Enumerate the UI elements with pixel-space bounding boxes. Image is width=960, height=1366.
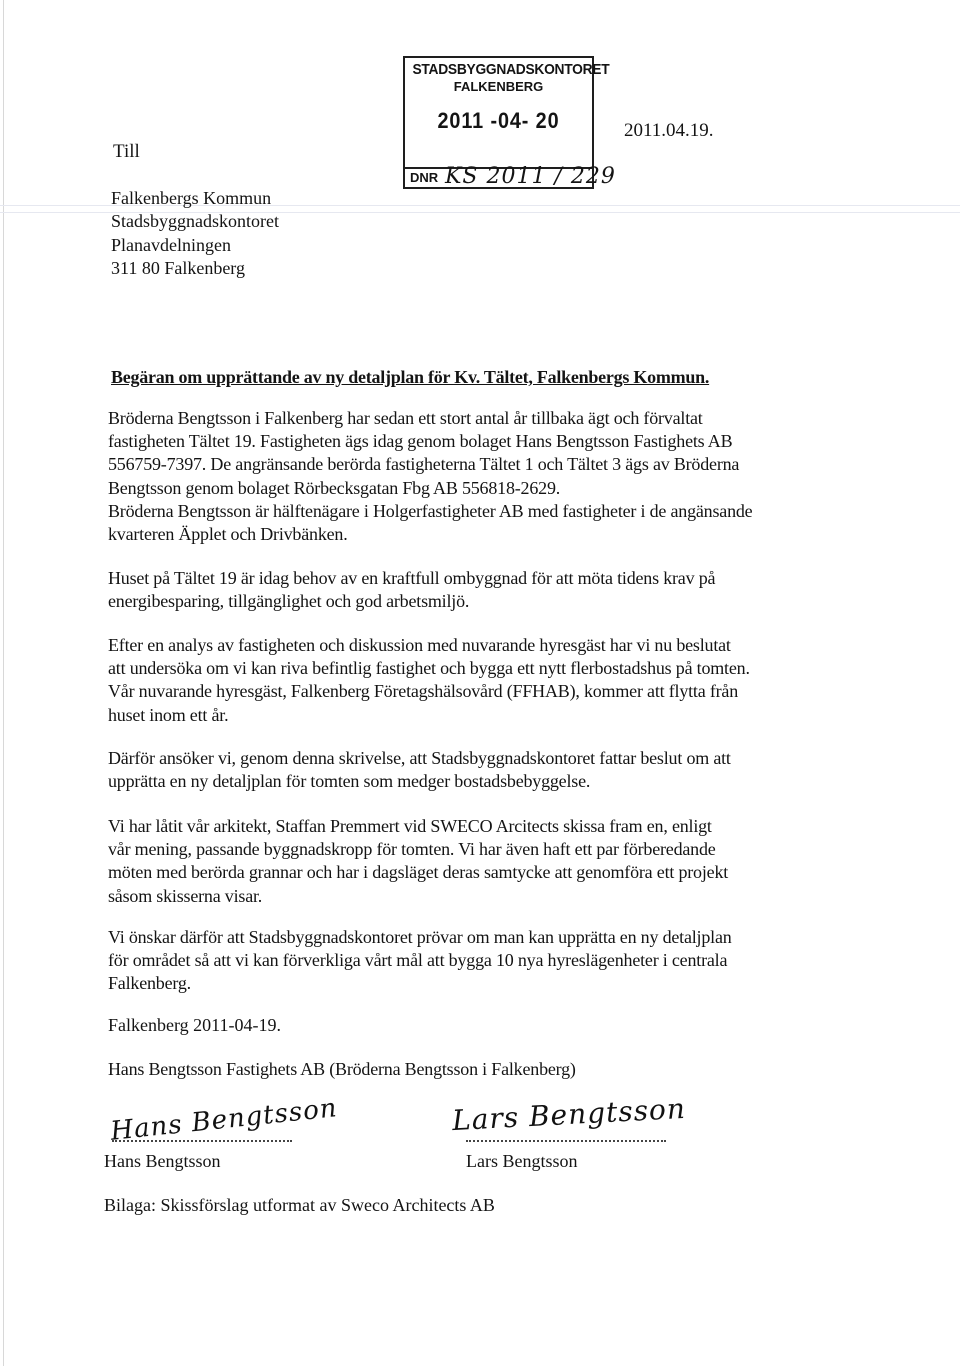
letter-date: 2011.04.19. bbox=[624, 120, 714, 141]
address-line: 311 80 Falkenberg bbox=[111, 257, 245, 278]
text-line: vår mening, passande byggnadskropp för tomten. Vi har även haft ett par förberedande bbox=[108, 839, 716, 860]
text-line: kvarteren Äpplet och Drivbänken. bbox=[108, 524, 348, 545]
received-stamp bbox=[403, 56, 616, 189]
recipient-label: Till bbox=[113, 141, 140, 162]
signature-dotted-line bbox=[466, 1140, 666, 1142]
paragraph bbox=[108, 747, 823, 793]
stamp-date: 2011 -04- 20 bbox=[437, 108, 560, 133]
text-line: fastigheten Tältet 19. Fastigheten ägs idag genom bolaget Hans Bengtsson Fastighets AB bbox=[108, 431, 733, 452]
address-line: Planavdelningen bbox=[111, 234, 231, 255]
text-line: för området så att vi kan förverkliga vårt mål att bygga 10 nya hyreslägenheter i centrala bbox=[108, 950, 728, 971]
subject-heading: Begäran om upprättande av ny detaljplan för Kv. Tältet, Falkenbergs Kommun. bbox=[111, 367, 710, 387]
paragraph bbox=[108, 407, 823, 546]
text-line: energibesparing, tillgänglighet och god arbetsmiljö. bbox=[108, 591, 470, 612]
stamp-city: FALKENBERG bbox=[453, 79, 544, 94]
attachment-note: Bilaga: Skissförslag utformat av Sweco Architects AB bbox=[104, 1195, 495, 1215]
stamp-org: STADSBYGGNADSKONTORET bbox=[412, 61, 610, 78]
address-line: Stadsbyggnadskontoret bbox=[111, 211, 279, 232]
text-line: upprätta en ny detaljplan för tomten som medger bostadsbebyggelse. bbox=[108, 771, 591, 792]
signer-name: Hans Bengtsson bbox=[104, 1151, 221, 1171]
text-line: Bröderna Bengtsson är hälftenägare i Holgerfastigheter AB med fastigheter i de angänsande bbox=[108, 500, 753, 521]
signature-dotted-line bbox=[112, 1140, 292, 1142]
text-line: 556759-7397. De angränsande berörda fastigheterna Tältet 1 och Tältet 3 ägs av Bröderna bbox=[108, 454, 740, 475]
text-line: Falkenberg. bbox=[108, 973, 191, 994]
text-line: Huset på Tältet 19 är idag behov av en kraftfull ombyggnad för att möta tidens krav på bbox=[108, 568, 716, 588]
recipient-address bbox=[111, 187, 279, 280]
signature-lars: Lars Bengtsson bbox=[451, 1091, 687, 1138]
text-line: möten med berörda grannar och har i dagsläget deras samtycke att genomföra ett projekt bbox=[108, 862, 729, 883]
text-line: Vi önskar därför att Stadsbyggnadskontoret prövar om man kan upprätta en ny detaljplan bbox=[108, 927, 732, 947]
text-line: Bröderna Bengtsson i Falkenberg har sedan ett stort antal år tillbaka ägt och förvaltat bbox=[108, 408, 703, 428]
text-line: Bengtsson genom bolaget Rörbecksgatan Fbg AB 556818-2629. bbox=[108, 477, 561, 498]
stamp-dnr-label: DNR bbox=[410, 170, 439, 185]
text-line: huset inom ett år. bbox=[108, 704, 229, 725]
address-line: Falkenbergs Kommun bbox=[111, 188, 272, 208]
paragraph bbox=[108, 926, 823, 996]
signer-name: Lars Bengtsson bbox=[466, 1151, 578, 1171]
company-name: Hans Bengtsson Fastighets AB (Bröderna Bengtsson i Falkenberg) bbox=[108, 1059, 576, 1079]
text-line: Vi har låtit vår arkitekt, Staffan Premmert vid SWECO Arcitects skissa fram en, enligt bbox=[108, 816, 712, 836]
place-and-date: Falkenberg 2011-04-19. bbox=[108, 1015, 281, 1035]
paragraph bbox=[108, 815, 823, 908]
text-line: att undersöka om vi kan riva befintlig fastighet och bygga ett nytt flerbostadshus på tomten. bbox=[108, 658, 750, 679]
text-line: såsom skisserna visar. bbox=[108, 885, 263, 906]
signature-hans: Hans Bengtsson bbox=[109, 1093, 339, 1147]
paragraph bbox=[108, 634, 823, 727]
text-line: Därför ansöker vi, genom denna skrivelse, att Stadsbyggnadskontoret fattar beslut om att bbox=[108, 748, 731, 768]
stamp-dnr-value: KS 2011 / 229 bbox=[445, 164, 616, 189]
text-line: Efter en analys av fastigheten och diskussion med nuvarande hyresgäst har vi nu beslutat bbox=[108, 635, 731, 655]
text-line: Vår nuvarande hyresgäst, Falkenberg Företagshälsovård (FFHAB), kommer att flytta från bbox=[108, 681, 738, 702]
paragraph bbox=[108, 567, 823, 613]
